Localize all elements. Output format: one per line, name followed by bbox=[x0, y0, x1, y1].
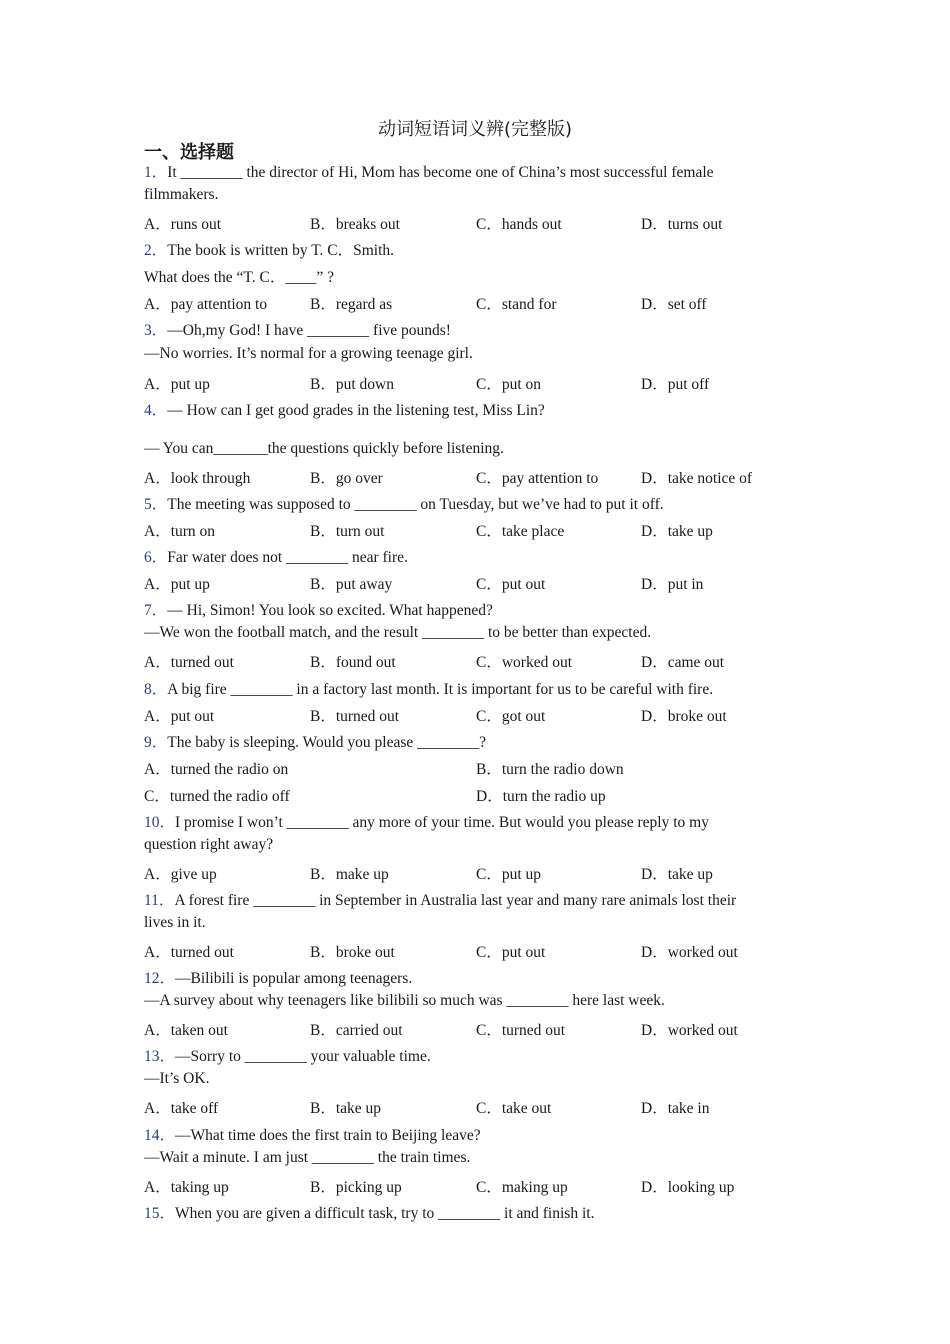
question-12-line-2: —A survey about why teenagers like bilibili so much was ________ here last week. bbox=[144, 992, 665, 1009]
question-1-line-1: 1．It ________ the director of Hi, Mom has become one of China’s most successful female bbox=[144, 164, 714, 181]
option-b: B．picking up bbox=[310, 1179, 402, 1196]
option-a: A．put up bbox=[144, 576, 210, 593]
question-number: 11． bbox=[144, 892, 175, 909]
option-a: A．turned the radio on bbox=[144, 761, 289, 778]
option-c: C．pay attention to bbox=[476, 470, 599, 487]
option-c: C．stand for bbox=[476, 296, 557, 313]
option-d: D．came out bbox=[641, 654, 725, 671]
option-c: C．put out bbox=[476, 576, 546, 593]
question-10-line-1: 10．I promise I won’t ________ any more of your time. But would you please reply to my bbox=[144, 814, 709, 831]
option-d: D．take notice of bbox=[641, 470, 753, 487]
question-number: 5． bbox=[144, 496, 168, 513]
option-b: B．regard as bbox=[310, 296, 393, 313]
question-7-line-1: 7．— Hi, Simon! You look so excited. What happened? bbox=[144, 602, 493, 619]
question-10-line-2: question right away? bbox=[144, 836, 274, 853]
option-b: B．go over bbox=[310, 470, 383, 487]
option-b: B．make up bbox=[310, 866, 389, 883]
question-4-line-2: — You can_______the questions quickly before listening. bbox=[144, 440, 504, 457]
option-c: C．hands out bbox=[476, 216, 562, 233]
question-number: 1． bbox=[144, 164, 168, 181]
question-3-line-2: —No worries. It’s normal for a growing teenage girl. bbox=[144, 345, 473, 362]
option-b: B．turned out bbox=[310, 708, 400, 725]
option-a: A．look through bbox=[144, 470, 251, 487]
question-number: 13． bbox=[144, 1048, 176, 1065]
option-a: A．put up bbox=[144, 376, 210, 393]
question-8-line-1: 8．A big fire ________ in a factory last month. It is important for us to be careful with fire. bbox=[144, 681, 714, 698]
question-3-line-1: 3．—Oh,my God! I have ________ five pounds! bbox=[144, 322, 451, 339]
question-13-line-1: 13．—Sorry to ________ your valuable time. bbox=[144, 1048, 431, 1065]
option-d: D．turn the radio up bbox=[476, 788, 606, 805]
option-a: A．turned out bbox=[144, 944, 234, 961]
option-d: D．put in bbox=[641, 576, 704, 593]
question-9-line-1: 9．The baby is sleeping. Would you please ________? bbox=[144, 734, 487, 751]
option-d: D．take in bbox=[641, 1100, 710, 1117]
option-a: A．give up bbox=[144, 866, 217, 883]
question-number: 2． bbox=[144, 242, 168, 259]
question-11-line-2: lives in it. bbox=[144, 914, 206, 931]
question-14-line-2: —Wait a minute. I am just ________ the train times. bbox=[144, 1149, 471, 1166]
question-number: 10． bbox=[144, 814, 176, 831]
question-number: 14． bbox=[144, 1127, 176, 1144]
question-15-line-1: 15．When you are given a difficult task, try to ________ it and finish it. bbox=[144, 1205, 595, 1222]
option-c: C．put on bbox=[476, 376, 542, 393]
option-b: B．found out bbox=[310, 654, 396, 671]
option-c: C．got out bbox=[476, 708, 546, 725]
option-d: D．turns out bbox=[641, 216, 723, 233]
option-d: D．looking up bbox=[641, 1179, 735, 1196]
option-c: C．worked out bbox=[476, 654, 573, 671]
question-11-line-1: 11．A forest fire ________ in September in Australia last year and many rare animals lost their bbox=[144, 892, 737, 909]
option-b: B．take up bbox=[310, 1100, 382, 1117]
option-b: B．breaks out bbox=[310, 216, 400, 233]
option-c: C．put out bbox=[476, 944, 546, 961]
question-12-line-1: 12．—Bilibili is popular among teenagers. bbox=[144, 970, 413, 987]
question-1-line-2: filmmakers. bbox=[144, 186, 219, 203]
question-4-line-1: 4．— How can I get good grades in the listening test, Miss Lin? bbox=[144, 402, 545, 419]
option-a: A．take off bbox=[144, 1100, 219, 1117]
option-c: C．put up bbox=[476, 866, 542, 883]
question-number: 12． bbox=[144, 970, 176, 987]
section-heading: 一、选择题 bbox=[144, 142, 234, 163]
option-d: D．set off bbox=[641, 296, 707, 313]
option-b: B．broke out bbox=[310, 944, 395, 961]
option-c: C．take place bbox=[476, 523, 565, 540]
option-a: A．taken out bbox=[144, 1022, 228, 1039]
option-d: D．worked out bbox=[641, 944, 738, 961]
option-a: A．turned out bbox=[144, 654, 234, 671]
question-number: 4． bbox=[144, 402, 168, 419]
question-14-line-1: 14．—What time does the first train to Beijing leave? bbox=[144, 1127, 481, 1144]
option-d: D．put off bbox=[641, 376, 710, 393]
option-a: A．turn on bbox=[144, 523, 216, 540]
option-b: B．put away bbox=[310, 576, 393, 593]
question-number: 15． bbox=[144, 1205, 176, 1222]
option-c: C．making up bbox=[476, 1179, 568, 1196]
option-c: C．turned the radio off bbox=[144, 788, 290, 805]
question-2-line-2: What does the “T. C．____” ? bbox=[144, 269, 334, 286]
option-c: C．take out bbox=[476, 1100, 552, 1117]
option-b: B．carried out bbox=[310, 1022, 403, 1039]
question-6-line-1: 6．Far water does not ________ near fire. bbox=[144, 549, 408, 566]
question-2-line-1: 2．The book is written by T. C．Smith. bbox=[144, 242, 395, 259]
document-title: 动词短语词义辨(完整版) bbox=[377, 119, 573, 140]
option-d: D．take up bbox=[641, 523, 713, 540]
option-b: B．turn the radio down bbox=[476, 761, 624, 778]
option-a: A．pay attention to bbox=[144, 296, 268, 313]
question-number: 3． bbox=[144, 322, 168, 339]
option-a: A．runs out bbox=[144, 216, 222, 233]
question-number: 7． bbox=[144, 602, 168, 619]
option-b: B．put down bbox=[310, 376, 394, 393]
question-13-line-2: —It’s OK. bbox=[144, 1070, 210, 1087]
question-number: 8． bbox=[144, 681, 168, 698]
option-a: A．put out bbox=[144, 708, 215, 725]
option-a: A．taking up bbox=[144, 1179, 229, 1196]
option-d: D．broke out bbox=[641, 708, 727, 725]
question-number: 6． bbox=[144, 549, 168, 566]
option-d: D．take up bbox=[641, 866, 713, 883]
question-5-line-1: 5．The meeting was supposed to ________ on Tuesday, but we’ve had to put it off. bbox=[144, 496, 664, 513]
question-7-line-2: —We won the football match, and the result ________ to be better than expected. bbox=[144, 624, 652, 641]
option-b: B．turn out bbox=[310, 523, 385, 540]
question-number: 9． bbox=[144, 734, 168, 751]
option-d: D．worked out bbox=[641, 1022, 738, 1039]
option-c: C．turned out bbox=[476, 1022, 566, 1039]
